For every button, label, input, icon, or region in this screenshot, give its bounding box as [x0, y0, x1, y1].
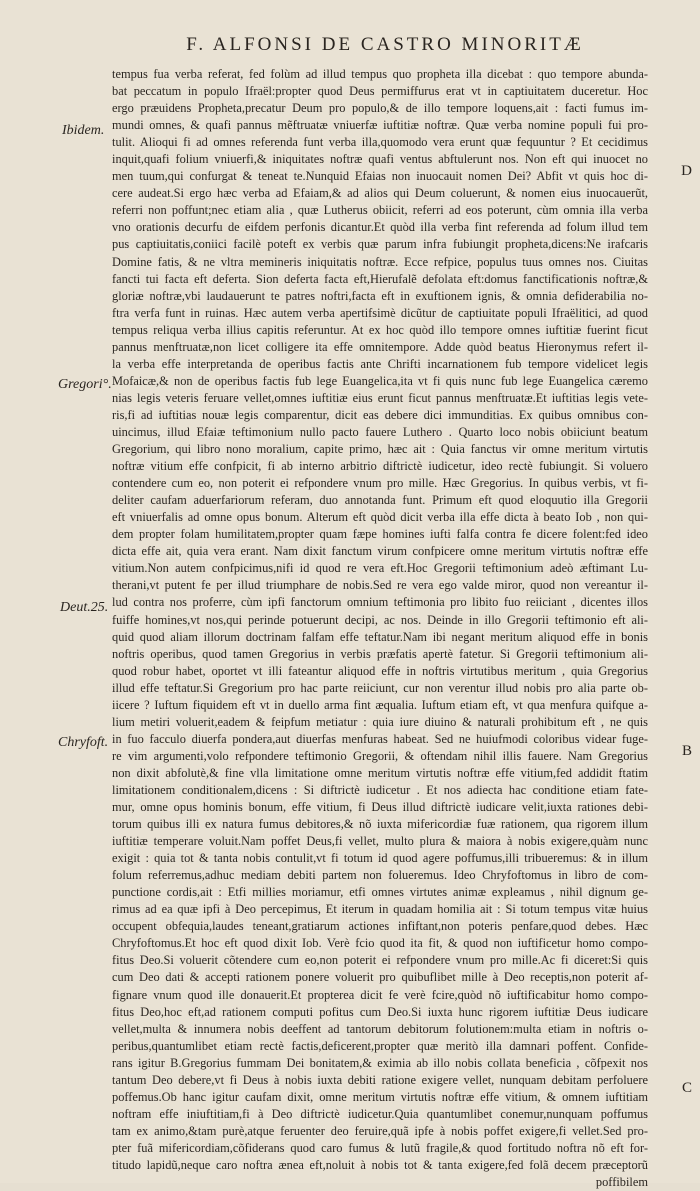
text-line: exigit : quia tot & tanta nobis contulit,vt fi totum id quod agere poffumus,illi tribueremus: & in illum [112, 851, 648, 866]
text-line: eft vniuerfalis ad omne opus bonum. Alterum eft quòd dicit verba illa effe dicta à beato Iob , non qui- [112, 510, 648, 525]
text-line: occupent obfequia,laudes teneant,gratiarum actiones infiftant,non poteris penfare,quod debes. Hæc [112, 919, 648, 934]
text-line: deliter caufam aduerfariorum referam, duo annotanda funt. Primum eft quod eloquutio illa Gregorii [112, 493, 648, 508]
text-line: in fuo facculo diuerfa pondera,aut diuerfas menfuras habeat. Sed ne huiufmodi coloribus videar fuge- [112, 731, 648, 746]
running-title: F. ALFONSI DE CASTRO MINORITÆ [186, 34, 584, 55]
text-line: lud contra nos proferre, cùm ipfi fanctorum omnium teftimonia pro libito fuo reiiciant , dicentes illos [112, 595, 648, 610]
margin-note-ibidem: Ibidem. [62, 123, 105, 138]
text-line: ftra verfa funt in ruinas. Hæc autem verba apertifsimè dicũtur de captiuitate populi Ifraëlitici, ad quod [112, 305, 648, 320]
text-line: rimus ad ea quæ ipfi à Deo percepimus, Et iterum in quadam homilia ait : Si totum tempus vitæ huius [112, 902, 648, 917]
text-line: tantum Deo debere,vt fi Deus à nobis iuxta debiti ratione exigere vellet, nunquam debitam perfoluere [112, 1072, 648, 1087]
text-line: ergo præuidens Propheta,precatur Deum pro populo,& de illo tempore loquens,ait : facti fumus im- [112, 101, 648, 116]
text-line: gloriæ noftræ,vbi laudauerunt te patres noftri,facta eft in exuftionem ignis, & omnia defiderabilia no- [112, 288, 648, 303]
text-line: poffibilem [595, 1175, 648, 1190]
text-line: dem propter folam humilitatem,propter quam fæpe homines iufti falfa contra fe dicere folent:fed ideo [112, 527, 648, 542]
text-line: tam ex animo,&tam purè,atque feruenter deo feruire,quã ipfe à nobis poffet exigere,fi vellet.Sed pro- [112, 1123, 648, 1138]
body-text [112, 66, 648, 1191]
text-line: contendere cum eo, non poterit ei refpondere vnum pro mille. Hæc Gregorius. In quibus verbis, vt fi- [112, 476, 648, 491]
text-line: noftris operibus, quod tamen Gregorius in verbis præfatis apertè fatetur. Si Gregorii teftimonium ali- [112, 646, 648, 661]
section-mark-d: D [681, 163, 692, 179]
text-line: pus captiuitatis,coniici facilè poteft ex verbis quæ parum infra fubiungit propheta,dicens:Ne irafcaris [112, 237, 648, 252]
text-line: fitus Deo.Si voluerit cõtendere cum eo,non poterit ei refpondere vnum pro mille.Ac fi diceret:Si quis [112, 953, 648, 968]
text-line: vellet,multa & innumera nobis deeffent ad tantorum debitorum folutionem:multa etiam in noftris o- [112, 1021, 648, 1036]
margin-note-gregorius: Gregori°. [58, 377, 112, 392]
text-line: rans igitur B.Gregorius fummam Dei bonitatem,& eximia ab illo nobis collata beneficia , cõfpexit nos [112, 1055, 648, 1070]
text-line: inquit,quafi folium vniuerfi,& iniquitates noftræ quafi ventus abftulerunt nos. Non eft qui inuocet no [112, 152, 648, 167]
text-line: iuftitiæ temperare voluit.Nam poffet Deus,fi vellet, multo plura & maiora à nobis exigere,quàm nunc [112, 834, 648, 849]
text-line: men tuum,qui confurgat & teneat te.Nunquid Efaias non inuocauit nomen Dei? Abfit vt quis hoc di- [112, 169, 648, 184]
text-line: bat peccatum in populo Ifraël:propter quod Deus permiffurus erat vt in captiuitatem duceretur. Hoc [112, 84, 648, 99]
text-line: cere audeat.Si ergo hæc verba ad Efaiam,& ad alios qui Deum coluerunt, & nomen eius inuocauerũt, [112, 186, 648, 201]
section-mark-c: C [681, 1080, 692, 1096]
text-line: limitationem conditionalem,dicens : Si diftrictè iudicetur . Et nos adiecta hac conditione etiam fate- [112, 782, 648, 797]
text-line: fitus Deo,hoc eft,ad rationem computi pofitus cum Deo.Si iuxta hunc rigorem iuftitiæ Deus iudicare [112, 1004, 648, 1019]
text-line: tempus fua verba referat, fed folùm ad illud tempus quo propheta illa dicebat : quo tempore abunda- [112, 67, 648, 81]
text-line: mundi omnes, & quafi pannus mẽftruatæ vniuerfæ iuftitiæ noftræ. Quæ verba nomine populi fui pro- [112, 118, 648, 133]
text-line: mur, omne opus hominis bonum, effe vitium, fi Deus illud diftrictè iudicare velit,iuxta rationes debi- [112, 800, 648, 815]
text-line: iicere ? Iuftum fiquidem eft vt in duello arma fint æqualia. Iuftum etiam eft, vt qua menfura quifque a- [112, 697, 648, 712]
text-line: dicta effe ait, quia vera erant. Nam dixit fanctum virum confpicere omne meritum virtutis noftræ effe [112, 544, 648, 559]
text-line: referri non poffunt;nec etiam alia , quæ Lutherus obiicit, referri ad eos poterunt, cùm omnia illa verba [112, 203, 648, 218]
text-line: ris,fi ad iuftitias nouæ legis comparentur, dicit eas debere dici immunditias. Ex quibus omnibus con- [112, 407, 648, 422]
text-line: torum quibus illi ex natura fumus debitores,& nõ iuxta mifericordiæ fuæ rationem, qua rigorem illum [112, 817, 648, 832]
text-line: fignare vnum quod ille donauerit.Et propterea dicit fe verè fcire,quòd nõ iuftificabitur homo compo- [112, 987, 648, 1002]
text-line: tempus reliqua verba illius capitis referuntur. At ex hoc quòd illo tempore omnes iuftitiæ fuerint ficut [112, 322, 648, 337]
text-line: quod robur habet, oportet vt illi fateantur aliquod effe in noftris virtutibus meritum , quia Gregorius [112, 663, 648, 678]
text-line: non dixit abfolutè,& fine vlla limitatione omne meritum virtutis noftræ effe vitium,fed addidit ftatim [112, 765, 648, 780]
text-line: fancti tui facta eft deferta. Sion deferta facta eft,Hierufalẽ defolata eft:domus fanctificationis noftræ,& [112, 271, 648, 286]
text-line: Mofaicæ,& non de operibus factis fub lege Euangelica,ita vt fi quis nunc fub lege Euangelica cæremo [112, 373, 648, 388]
text-line: folum referremus,adhuc mediam debiti partem non folueremus. Ideo Chryfoftomus in libro de com- [112, 868, 648, 883]
text-line: pannus menftruatæ,non licet colligere ita effe omnitempore. Adde quòd beatus Hieronymus refert il- [112, 339, 648, 354]
section-mark-b: B [681, 743, 692, 759]
text-line: vitium.Non autem confpicimus,nifi id quod re vera eft.Hoc Gregorii teftimonium adeò æftimant Lu- [112, 561, 648, 576]
margin-note-chrysostom: Chryfoft. [58, 735, 109, 750]
text-line: lium metiri voluerit,eadem & feipfum metiatur : quia iure diuino & naturali prohibitum eft , ne quis [112, 714, 648, 729]
text-line: la verba effe interpretanda de operibus factis ante Chrifti incarnationem fub tempore videlicet legis [112, 356, 648, 371]
text-line: Domine fatis, & ne vltra memineris iniquitatis noftræ. Ecce refpice, populus tuus omnes nos. Ciuitas [112, 254, 648, 269]
text-line: noftram effe iniuftitiam,fi à Deo diftrictè iudicetur.Quia quantumlibet conemur,nunquam poffumus [112, 1106, 648, 1121]
text-line: cum Deo dati & accepti rationem ponere voluerit pro quibuflibet mille à Deo receptis,non poterit af- [112, 970, 648, 985]
text-line: noftræ vitium effe confpicit, fi ab interno arbitrio diftrictè iudicetur, ideo rectè fubiungit. Si voluero [112, 459, 648, 474]
text-line: tulit. Alioqui fi ad omnes referenda funt verba illa,quomodo vera erunt quæ fequuntur ? Et cecidimus [112, 135, 648, 150]
text-line: Gregorium, qui libro nono moralium, capite primo, hæc ait : Quia fanctus vir omne meritum virtutis [112, 442, 648, 457]
text-line: fuiffe homines,vt nos,qui perinde potuerunt decipi, ac nos. Deinde in illo Gregorii teftimonio eft ali- [112, 612, 648, 627]
text-line: pter fuã mifericordiam,cõfiderans quod caro fumus & lutũ fragile,& quod fortitudo noftra nõ eft for- [112, 1140, 648, 1155]
text-line: illud effe teftatur.Si Gregorium pro hac parte reiiciunt, cur non verentur illud nobis pro alia parte ob- [112, 680, 648, 695]
text-line: titudo lapidũ,neque caro noftra ænea eft,noluit à nobis tot & tanta exigere,fed folã decem præceptorũ [112, 1158, 648, 1172]
text-line: re vim argumenti,volo refpondere teftimonio Gregorii, & oftendam nihil illis fauere. Nam Gregorius [112, 748, 648, 763]
text-line: poffemus.Ob hanc igitur caufam dixit, omne meritum virtutis noftræ effe vitium, & omnem iuftitiam [112, 1089, 648, 1104]
text-line: Chryfoftomus.Et hoc eft quod dixit Iob. Verè fcio quod ita fit, & quod non iuftificetur homo compo- [112, 936, 648, 951]
margin-note-deuteronomy: Deut.25. [60, 600, 109, 615]
text-line: therani,vt putent fe per illud triumphare de nobis.Sed re vera ego valde miror, quod non vereantur il- [112, 578, 648, 593]
text-line: uincimus, illud Efaiæ teftimonium nullo pacto fauere Luthero . Quarto loco nobis obiiciunt beatum [112, 424, 648, 439]
text-line: quid quod aliam illorum doctrinam falfam effe teftatur.Nam ibi negant meritum aliquod effe in bonis [112, 629, 648, 644]
text-line: vno orationis decurfu de eifdem perfonis dicantur.Et quòd illa verba fint referenda ad folum illud tem [112, 220, 648, 235]
text-line: punctione cordis,ait : Etfi millies moriamur, etfi omnes virtutes animæ expleamus , nihil dignum ge- [112, 885, 648, 900]
text-line: peribus,quantumlibet etiam rectè factis,deficerent,propter quæ meritò illa damnari poffent. Confide- [112, 1038, 648, 1053]
text-line: nias legis veteris feruare vellet,omnes iuftitiæ eius erunt ficut pannus menftruatæ.Et iuftitias legis vete- [112, 390, 648, 405]
